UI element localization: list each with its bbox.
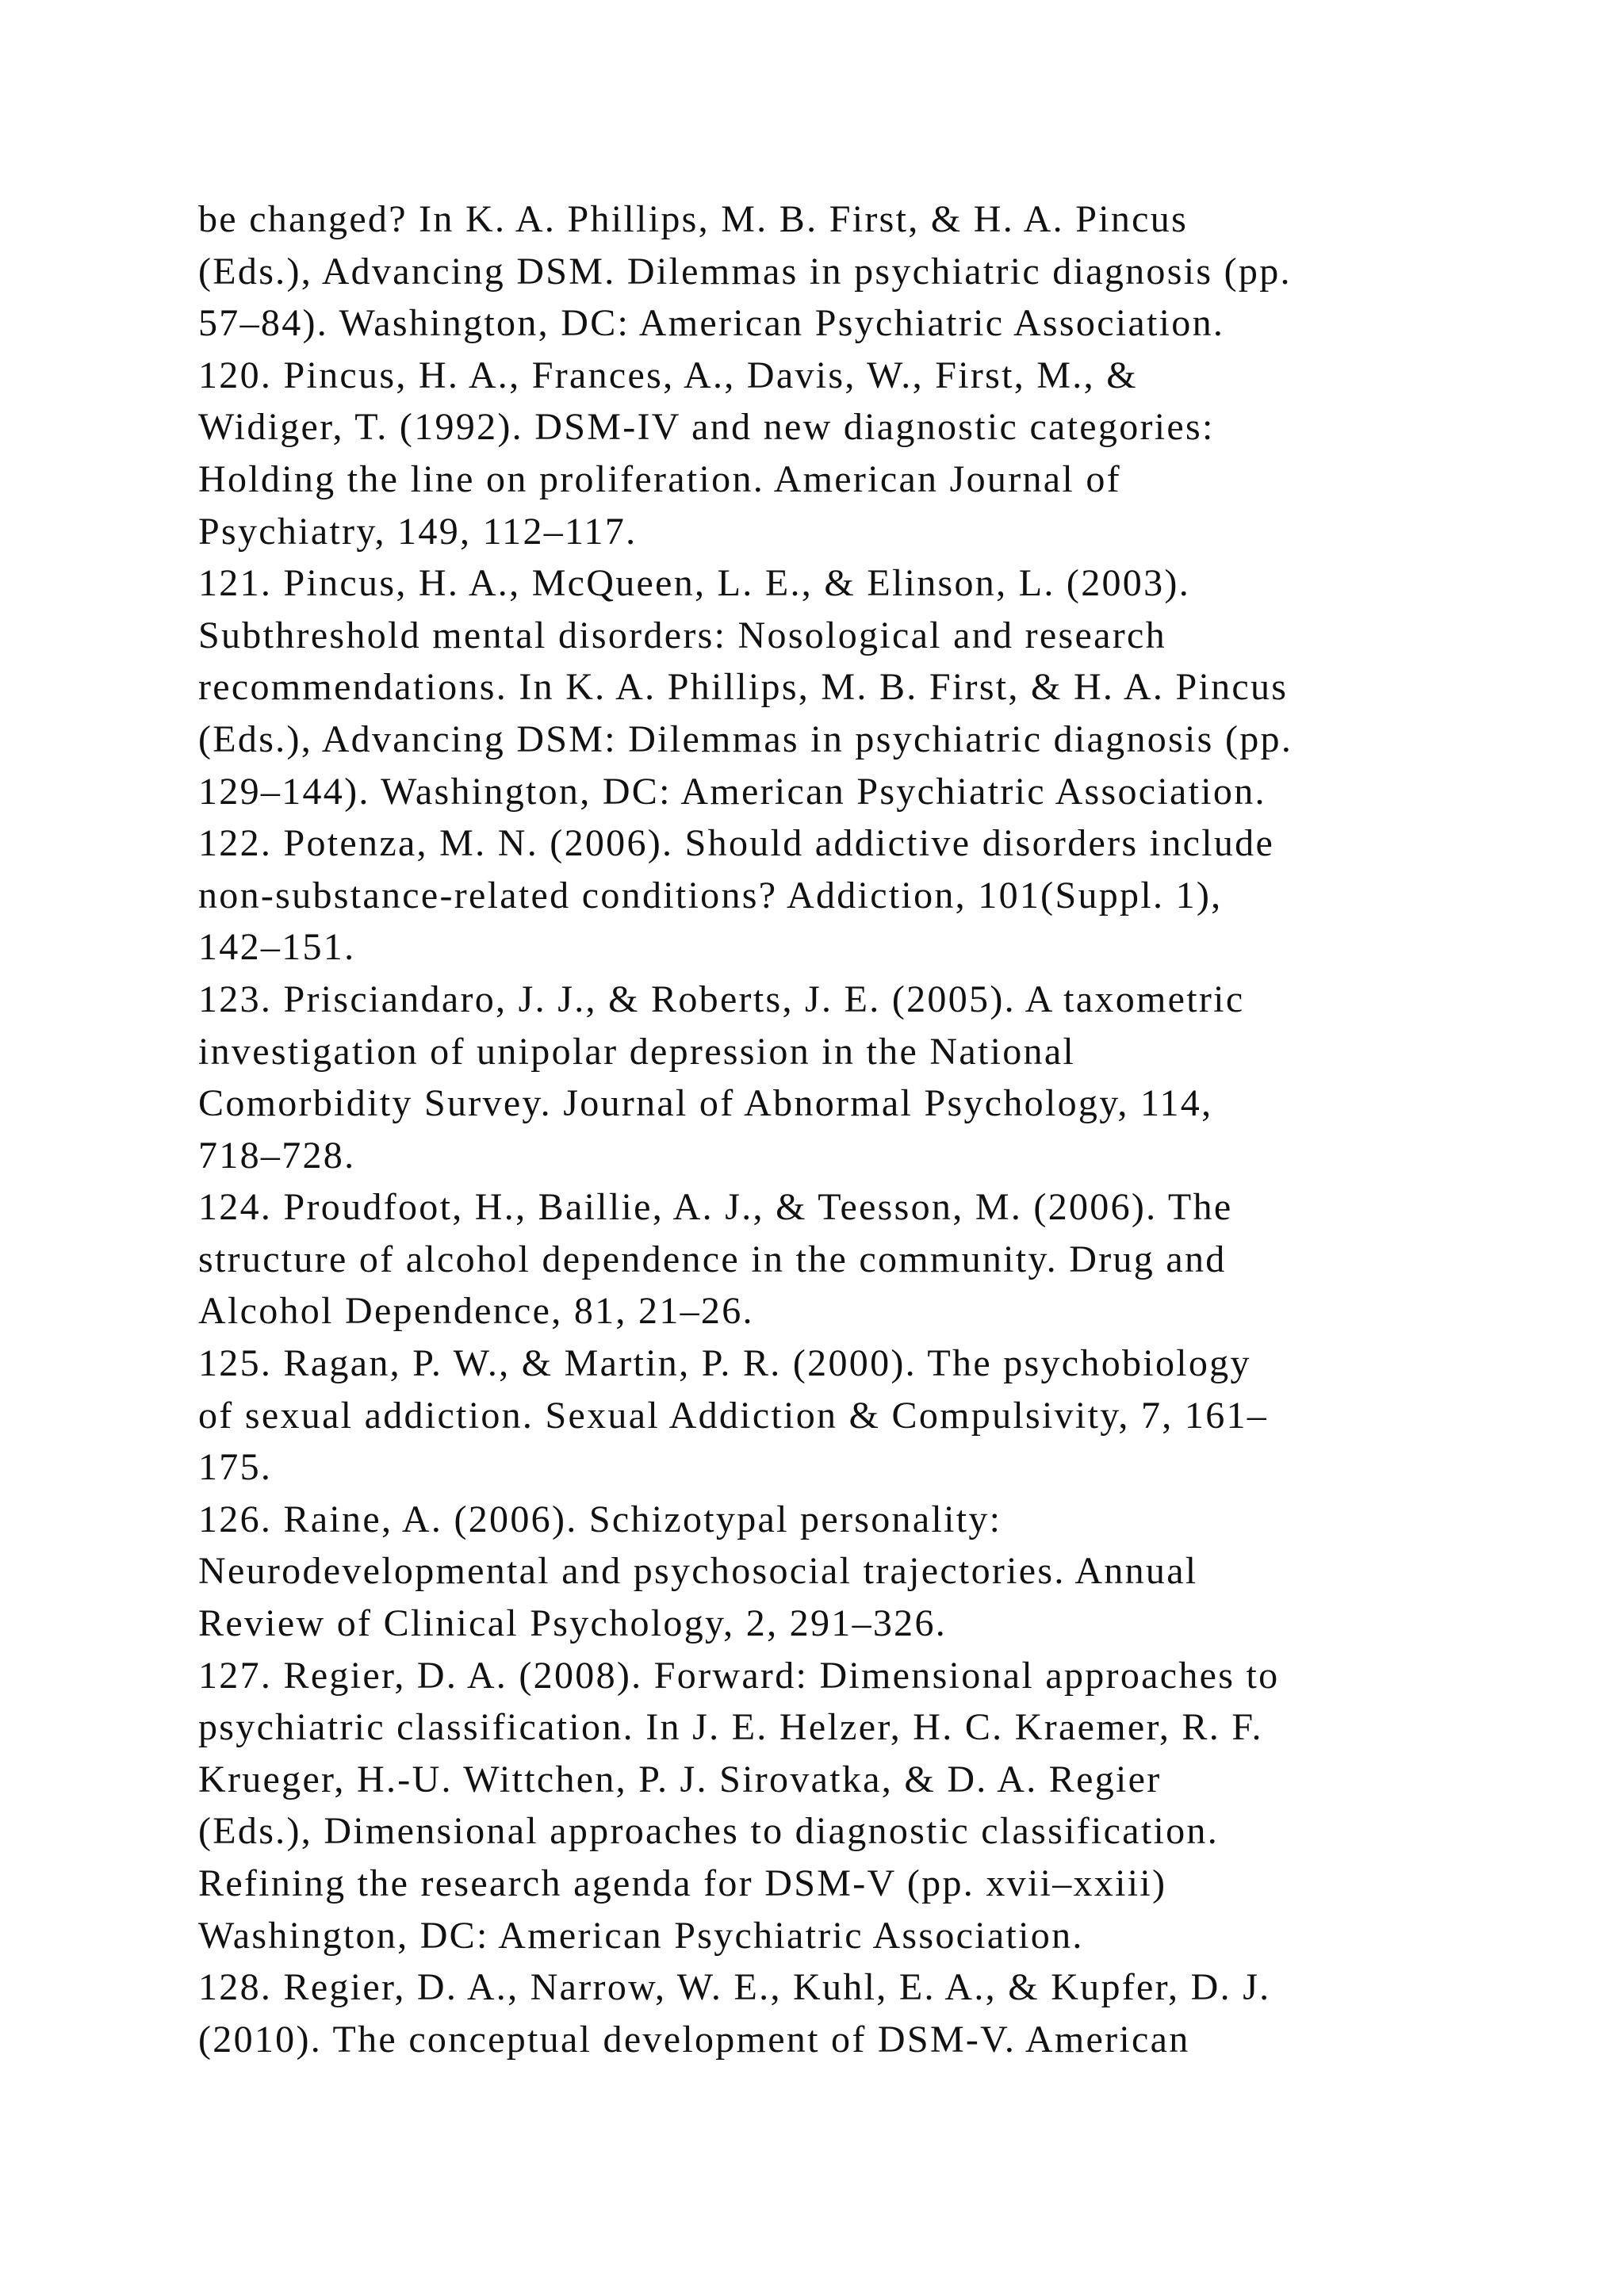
text-line: Subthreshold mental disorders: Nosological and research xyxy=(198,614,1166,656)
text-line: 124. Proudfoot, H., Baillie, A. J., & Teesson, M. (2006). The xyxy=(198,1186,1233,1229)
text-line: 175. xyxy=(198,1446,273,1489)
text-line: recommendations. In K. A. Phillips, M. B. First, & H. A. Pincus xyxy=(198,666,1289,709)
text-line: (Eds.), Advancing DSM. Dilemmas in psychiatric diagnosis (pp. xyxy=(198,250,1292,293)
text-line: 122. Potenza, M. N. (2006). Should addictive disorders include xyxy=(198,822,1275,865)
text-line: Krueger, H.-U. Wittchen, P. J. Sirovatka, & D. A. Regier xyxy=(198,1758,1162,1800)
text-line: Washington, DC: American Psychiatric Association. xyxy=(198,1914,1084,1957)
text-line: (2010). The conceptual development of DSM-V. American xyxy=(198,2018,1190,2061)
text-line: (Eds.), Dimensional approaches to diagnostic classification. xyxy=(198,1810,1220,1853)
text-line: 120. Pincus, H. A., Frances, A., Davis, W., First, M., & xyxy=(198,354,1138,396)
text-line: Neurodevelopmental and psychosocial trajectories. Annual xyxy=(198,1550,1198,1593)
text-line: 718–728. xyxy=(198,1134,356,1177)
text-line: 123. Prisciandaro, J. J., & Roberts, J. E. (2005). A taxometric xyxy=(198,978,1245,1020)
text-line: psychiatric classification. In J. E. Helzer, H. C. Kraemer, R. F. xyxy=(198,1706,1263,1749)
text-line: be changed? In K. A. Phillips, M. B. First, & H. A. Pincus xyxy=(198,198,1189,240)
text-line: (Eds.), Advancing DSM: Dilemmas in psychiatric diagnosis (pp. xyxy=(198,718,1293,760)
text-line: 126. Raine, A. (2006). Schizotypal personality: xyxy=(198,1498,1002,1540)
text-line: Alcohol Dependence, 81, 21–26. xyxy=(198,1290,754,1333)
text-line: Psychiatry, 149, 112–117. xyxy=(198,510,638,553)
text-line: 125. Ragan, P. W., & Martin, P. R. (2000). The psychobiology xyxy=(198,1342,1251,1385)
text-line: 128. Regier, D. A., Narrow, W. E., Kuhl, E. A., & Kupfer, D. J. xyxy=(198,1966,1271,2009)
text-line: structure of alcohol dependence in the community. Drug and xyxy=(198,1238,1227,1280)
text-line: Holding the line on proliferation. American Journal of xyxy=(198,457,1121,500)
text-line: 142–151. xyxy=(198,926,356,969)
text-line: Refining the research agenda for DSM-V (pp. xvii–xxiii) xyxy=(198,1862,1167,1904)
text-line: investigation of unipolar depression in the National xyxy=(198,1030,1076,1073)
text-line: 57–84). Washington, DC: American Psychiatric Association. xyxy=(198,302,1225,345)
text-line: of sexual addiction. Sexual Addiction & Compulsivity, 7, 161– xyxy=(198,1394,1269,1437)
text-line: Review of Clinical Psychology, 2, 291–326. xyxy=(198,1602,948,1645)
text-line: Comorbidity Survey. Journal of Abnormal Psychology, 114, xyxy=(198,1082,1213,1125)
text-line: non-substance-related conditions? Addiction, 101(Suppl. 1), xyxy=(198,874,1223,916)
text-line: 121. Pincus, H. A., McQueen, L. E., & Elinson, L. (2003). xyxy=(198,562,1190,605)
reference-list xyxy=(198,193,1467,2065)
text-line: 127. Regier, D. A. (2008). Forward: Dimensional approaches to xyxy=(198,1654,1280,1697)
text-line: 129–144). Washington, DC: American Psychiatric Association. xyxy=(198,770,1266,813)
text-line: Widiger, T. (1992). DSM-IV and new diagnostic categories: xyxy=(198,406,1215,449)
